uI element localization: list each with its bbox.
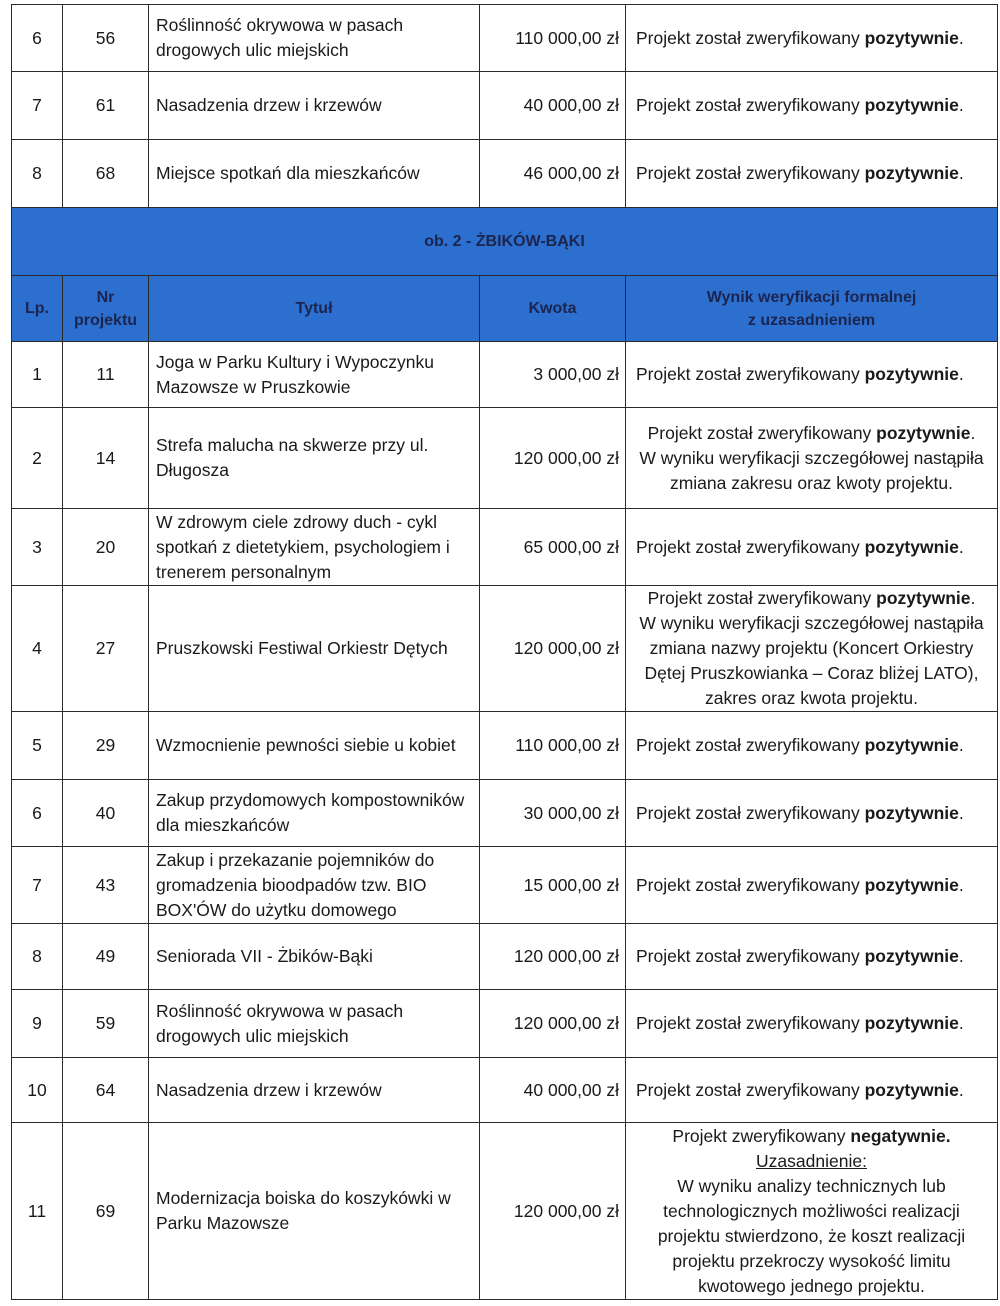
section-title: ob. 2 - ŻBIKÓW-BĄKI — [12, 208, 998, 276]
row-title: Roślinność okrywowa w pasach drogowych ulic miejskich — [149, 5, 480, 72]
section-header-row — [12, 208, 998, 276]
column-header-row — [12, 276, 998, 342]
header-amount: Kwota — [480, 276, 626, 342]
row-project-number: 49 — [63, 924, 149, 990]
row-title: Roślinność okrywowa w pasach drogowych ulic miejskich — [149, 990, 480, 1058]
table-row — [12, 780, 998, 847]
row-project-number: 40 — [63, 780, 149, 847]
row-lp: 7 — [12, 847, 63, 924]
header-title: Tytuł — [149, 276, 480, 342]
header-project-number: Nr projektu — [63, 276, 149, 342]
row-title: Pruszkowski Festiwal Orkiestr Dętych — [149, 586, 480, 712]
row-result: Projekt zweryfikowany negatywnie. Uzasadnienie: W wyniku analizy technicznych lub technologicznych możliwości realizacji projektu stwierdzono, że koszt realizacji projektu przekroczy wysokość limitu kwotowego jednego projektu. — [626, 1123, 998, 1300]
row-project-number: 20 — [63, 509, 149, 586]
row-title: Nasadzenia drzew i krzewów — [149, 72, 480, 140]
row-result: Projekt został zweryfikowany pozytywnie. — [626, 990, 998, 1058]
row-title: Miejsce spotkań dla mieszkańców — [149, 140, 480, 208]
row-amount: 40 000,00 zł — [480, 72, 626, 140]
row-result: Projekt został zweryfikowany pozytywnie. — [626, 847, 998, 924]
table-row — [12, 5, 998, 72]
row-project-number: 27 — [63, 586, 149, 712]
row-result: Projekt został zweryfikowany pozytywnie. — [626, 712, 998, 780]
row-amount: 120 000,00 zł — [480, 1123, 626, 1300]
justification-label: Uzasadnienie: — [756, 1150, 867, 1171]
row-lp: 3 — [12, 509, 63, 586]
row-title: Joga w Parku Kultury i Wypoczynku Mazowsze w Pruszkowie — [149, 342, 480, 408]
table-row — [12, 924, 998, 990]
row-project-number: 64 — [63, 1058, 149, 1123]
table-row — [12, 990, 998, 1058]
row-result: Projekt został zweryfikowany pozytywnie. — [626, 924, 998, 990]
row-lp: 5 — [12, 712, 63, 780]
table-row — [12, 712, 998, 780]
row-title: Strefa malucha na skwerze przy ul. Długosza — [149, 408, 480, 509]
row-result: Projekt został zweryfikowany pozytywnie. W wyniku weryfikacji szczegółowej nastąpiła zmiana nazwy projektu (Koncert Orkiestry Dętej Pruszkowianka – Coraz bliżej LATO), zakres oraz kwota projektu. — [626, 586, 998, 712]
header-lp: Lp. — [12, 276, 63, 342]
row-title: W zdrowym ciele zdrowy duch - cykl spotkań z dietetykiem, psychologiem i trenerem personalnym — [149, 509, 480, 586]
row-project-number: 43 — [63, 847, 149, 924]
row-result: Projekt został zweryfikowany pozytywnie. — [626, 140, 998, 208]
table-row — [12, 140, 998, 208]
row-lp: 6 — [12, 5, 63, 72]
row-amount: 120 000,00 zł — [480, 586, 626, 712]
table-row — [12, 342, 998, 408]
row-title: Nasadzenia drzew i krzewów — [149, 1058, 480, 1123]
row-project-number: 68 — [63, 140, 149, 208]
row-project-number: 61 — [63, 72, 149, 140]
row-result: Projekt został zweryfikowany pozytywnie. — [626, 5, 998, 72]
table-row — [12, 509, 998, 586]
row-lp: 10 — [12, 1058, 63, 1123]
row-lp: 4 — [12, 586, 63, 712]
row-amount: 40 000,00 zł — [480, 1058, 626, 1123]
row-lp: 8 — [12, 140, 63, 208]
row-lp: 7 — [12, 72, 63, 140]
row-amount: 120 000,00 zł — [480, 990, 626, 1058]
row-lp: 9 — [12, 990, 63, 1058]
row-result: Projekt został zweryfikowany pozytywnie. — [626, 509, 998, 586]
table-row — [12, 1123, 998, 1300]
row-lp: 2 — [12, 408, 63, 509]
row-result: Projekt został zweryfikowany pozytywnie. — [626, 72, 998, 140]
row-result: Projekt został zweryfikowany pozytywnie. W wyniku weryfikacji szczegółowej nastąpiła zmiana zakresu oraz kwoty projektu. — [626, 408, 998, 509]
row-lp: 8 — [12, 924, 63, 990]
row-project-number: 56 — [63, 5, 149, 72]
header-result: Wynik weryfikacji formalnej z uzasadnieniem — [626, 276, 998, 342]
row-title: Wzmocnienie pewności siebie u kobiet — [149, 712, 480, 780]
row-lp: 1 — [12, 342, 63, 408]
row-amount: 120 000,00 zł — [480, 924, 626, 990]
row-project-number: 14 — [63, 408, 149, 509]
row-amount: 65 000,00 zł — [480, 509, 626, 586]
row-amount: 110 000,00 zł — [480, 712, 626, 780]
table-row — [12, 586, 998, 712]
row-lp: 11 — [12, 1123, 63, 1300]
row-result: Projekt został zweryfikowany pozytywnie. — [626, 1058, 998, 1123]
projects-table — [11, 4, 998, 1300]
row-title: Modernizacja boiska do koszykówki w Parku Mazowsze — [149, 1123, 480, 1300]
row-amount: 15 000,00 zł — [480, 847, 626, 924]
table-row — [12, 408, 998, 509]
table-row — [12, 72, 998, 140]
row-amount: 3 000,00 zł — [480, 342, 626, 408]
row-lp: 6 — [12, 780, 63, 847]
row-title: Zakup przydomowych kompostowników dla mieszkańców — [149, 780, 480, 847]
row-project-number: 69 — [63, 1123, 149, 1300]
row-result: Projekt został zweryfikowany pozytywnie. — [626, 780, 998, 847]
table-row — [12, 1058, 998, 1123]
row-project-number: 59 — [63, 990, 149, 1058]
row-project-number: 11 — [63, 342, 149, 408]
row-amount: 46 000,00 zł — [480, 140, 626, 208]
row-title: Seniorada VII - Żbików-Bąki — [149, 924, 480, 990]
row-title: Zakup i przekazanie pojemników do gromadzenia bioodpadów tzw. BIO BOX'ÓW do użytku domowego — [149, 847, 480, 924]
row-amount: 30 000,00 zł — [480, 780, 626, 847]
table-row — [12, 847, 998, 924]
row-result: Projekt został zweryfikowany pozytywnie. — [626, 342, 998, 408]
row-amount: 110 000,00 zł — [480, 5, 626, 72]
row-amount: 120 000,00 zł — [480, 408, 626, 509]
row-project-number: 29 — [63, 712, 149, 780]
